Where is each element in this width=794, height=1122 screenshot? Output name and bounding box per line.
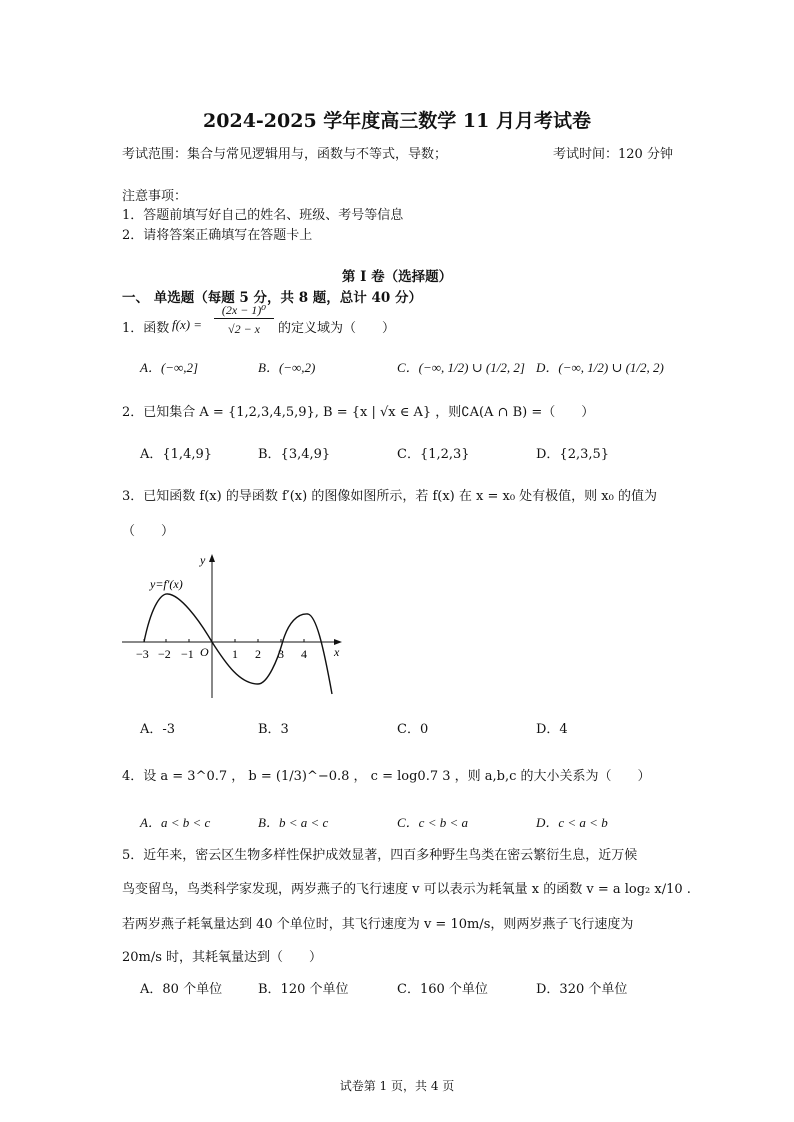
notes-item: 2．请将答案正确填写在答题卡上 — [122, 228, 313, 243]
option-a[interactable]: A．{1,4,9} — [140, 447, 213, 462]
option-d[interactable]: D．{2,3,5} — [536, 447, 610, 462]
question-1 — [122, 317, 169, 336]
question-text: 的定义域为（ ） — [278, 321, 396, 336]
exam-scope: 考试范围：集合与常见逻辑用与，函数与不等式，导数； — [122, 147, 448, 162]
question-5-line: 5．近年来，密云区生物多样性保护成效显著，四百多种野生鸟类在密云繁衍生息，近万候 — [122, 848, 638, 863]
fraction-denominator: √2 − x — [227, 322, 260, 336]
option-c[interactable]: C．{1,2,3} — [397, 447, 470, 462]
option-a[interactable]: A．-3 — [140, 722, 176, 737]
option-a[interactable]: A．(−∞,2] — [140, 360, 199, 375]
question-paren: （ ） — [122, 524, 175, 539]
option-b[interactable]: B．3 — [258, 722, 289, 737]
option-c[interactable]: C．160 个单位 — [397, 982, 488, 997]
page-title: 2024-2025 学年度高三数学 11 月月考试卷 — [203, 110, 591, 132]
section-heading: 一、 单选题（每题 5 分，共 8 题，总计 40 分） — [122, 290, 422, 306]
option-d[interactable]: D．4 — [536, 722, 568, 737]
option-d[interactable]: D．c < a < b — [536, 815, 608, 830]
question-5-line: 若两岁燕子耗氧量达到 40 个单位时，其飞行速度为 v = 10m/s，则两岁燕子飞行速度为 — [122, 917, 634, 932]
derivative-graph — [118, 548, 348, 708]
question-2: 2．已知集合 A = {1,2,3,4,5,9}, B = {x | √x ∈ A} ，则∁A(A ∩ B) =（ ） — [122, 405, 595, 420]
derivative-curve — [144, 594, 332, 694]
fraction-numerator: (2x − 1)⁰ — [214, 303, 274, 319]
x-axis-label: x — [334, 645, 340, 659]
question-5-line: 鸟变留鸟，鸟类科学家发现，两岁燕子的飞行速度 v 可以表示为耗氧量 x 的函数 v = a log₂ x/10 . — [122, 882, 691, 897]
part-title: 第 I 卷（选择题） — [341, 269, 453, 285]
option-c[interactable]: C．(−∞, 1/2) ∪ (1/2, 2] — [397, 360, 525, 375]
option-b[interactable]: B．120 个单位 — [258, 982, 349, 997]
question-4: 4．设 a = 3^0.7 ， b = (1/3)^−0.8 ， c = log0.7 3 ，则 a,b,c 的大小关系为（ ） — [122, 769, 651, 784]
tick-label: −3 — [136, 647, 149, 661]
question-3: 3．已知函数 f(x) 的导函数 f′(x) 的图像如图所示，若 f(x) 在 x = x₀ 处有极值，则 x₀ 的值为 — [122, 489, 657, 504]
curve-label: y=f′(x) — [150, 577, 183, 591]
option-a[interactable]: A．a < b < c — [140, 815, 211, 830]
notes-item: 1．答题前填写好自己的姓名、班级、考号等信息 — [122, 208, 404, 223]
notes-heading: 注意事项： — [122, 189, 188, 204]
question-5-line: 20m/s 时，其耗氧量达到（ ） — [122, 950, 323, 965]
option-d[interactable]: D．320 个单位 — [536, 982, 628, 997]
option-b[interactable]: B．b < a < c — [258, 815, 329, 830]
y-axis-arrow-icon — [209, 554, 215, 562]
tick-label: 2 — [255, 647, 261, 661]
question-text: 函数 — [143, 321, 170, 336]
option-b[interactable]: B．(−∞,2) — [258, 360, 316, 375]
origin-label: O — [200, 645, 209, 659]
option-c[interactable]: C．c < b < a — [397, 815, 468, 830]
tick-label: −2 — [158, 647, 171, 661]
option-a[interactable]: A．80 个单位 — [140, 982, 223, 997]
function-name: f(x) = — [172, 317, 203, 332]
exam-time: 考试时间：120 分钟 — [553, 147, 673, 162]
question-number: 1． — [122, 321, 144, 336]
tick-label: 1 — [232, 647, 238, 661]
tick-label: 4 — [301, 647, 307, 661]
tick-label: 3 — [278, 647, 284, 661]
option-b[interactable]: B．{3,4,9} — [258, 447, 331, 462]
tick-label: −1 — [181, 647, 194, 661]
option-c[interactable]: C．0 — [397, 722, 429, 737]
y-axis-label: y — [200, 553, 206, 567]
page-footer: 试卷第 1 页，共 4 页 — [339, 1079, 455, 1093]
option-d[interactable]: D．(−∞, 1/2) ∪ (1/2, 2) — [536, 360, 664, 375]
